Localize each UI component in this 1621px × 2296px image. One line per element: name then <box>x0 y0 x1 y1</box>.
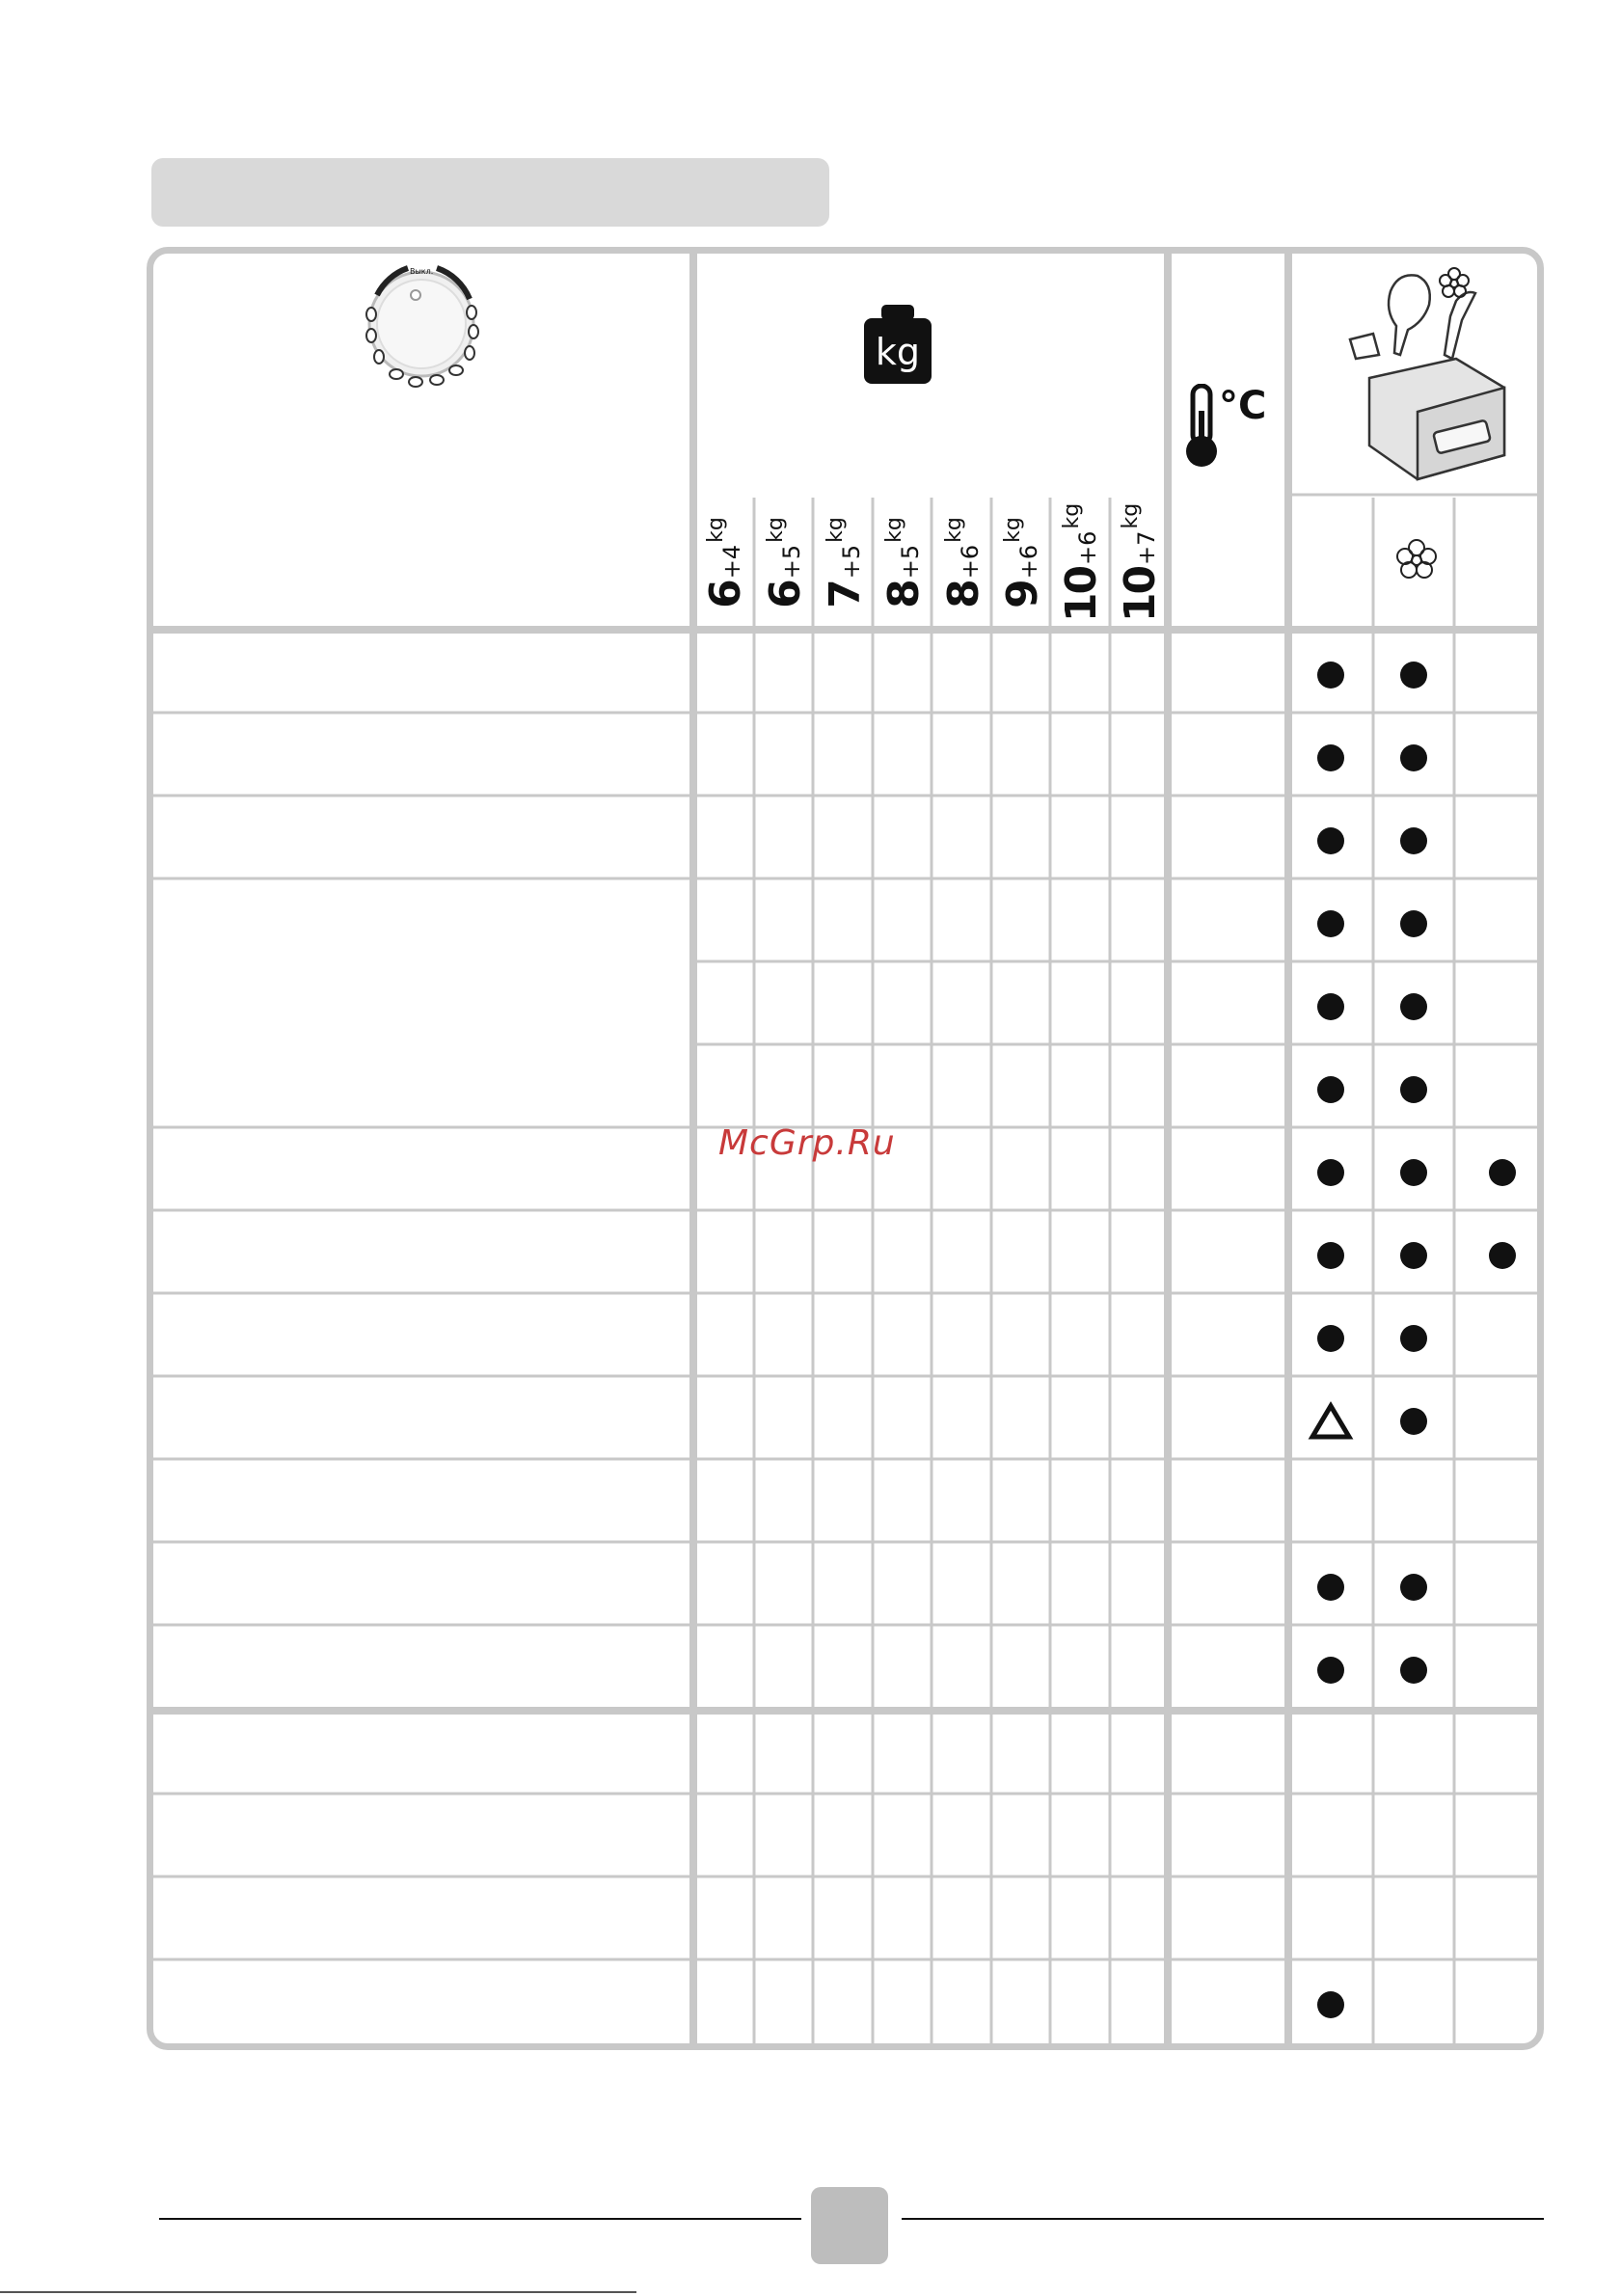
footer-rule-left <box>159 2218 801 2220</box>
capacity-label-4 <box>877 500 932 625</box>
thermometer-icon <box>1186 384 1273 471</box>
capacity-unit: kg <box>764 516 789 543</box>
capacity-unit: kg <box>704 516 729 543</box>
capacity-dry: +4 <box>718 544 746 579</box>
marker-dot <box>1317 1159 1344 1186</box>
capacity-label-5 <box>935 500 991 625</box>
detergent-drawer-icon <box>1340 262 1524 484</box>
capacity-label-3 <box>817 500 873 625</box>
capacity-wash: 8 <box>938 580 988 608</box>
capacity-label-1 <box>697 500 754 625</box>
capacity-dry: +6 <box>1015 544 1043 579</box>
capacity-wash: 6 <box>701 580 751 608</box>
capacity-label-8 <box>1114 500 1168 625</box>
capacity-wash: 10 <box>1057 566 1107 622</box>
capacity-unit: kg <box>882 516 907 543</box>
marker-dot <box>1400 1574 1427 1601</box>
softener-flower-icon <box>1394 538 1439 582</box>
capacity-dry: +5 <box>897 544 925 579</box>
marker-dot <box>1317 993 1344 1020</box>
watermark: McGrp.Ru <box>718 1123 896 1163</box>
marker-dot <box>1400 1325 1427 1352</box>
marker-dot <box>1317 744 1344 771</box>
capacity-dry: +7 <box>1133 530 1161 565</box>
temperature-label: °C <box>1219 384 1267 428</box>
marker-dot <box>1400 662 1427 689</box>
marker-dot <box>1400 1657 1427 1684</box>
marker-dot <box>1400 910 1427 937</box>
capacity-unit: kg <box>1001 516 1026 543</box>
marker-dot <box>1317 1076 1344 1103</box>
marker-dot <box>1317 662 1344 689</box>
marker-dot <box>1317 827 1344 854</box>
marker-dot <box>1317 910 1344 937</box>
marker-dot <box>1400 1242 1427 1269</box>
capacity-unit: kg <box>1060 502 1085 529</box>
marker-dot <box>1317 1325 1344 1352</box>
marker-dot <box>1400 1408 1427 1435</box>
marker-triangle <box>1307 1400 1355 1443</box>
marker-dot <box>1317 1574 1344 1601</box>
capacity-dry: +5 <box>778 544 806 579</box>
programme-dial-icon <box>350 257 493 399</box>
capacity-unit: kg <box>1119 502 1144 529</box>
capacity-wash: 6 <box>761 580 811 608</box>
marker-dot <box>1317 1242 1344 1269</box>
capacity-unit: kg <box>823 516 848 543</box>
capacity-unit: kg <box>941 516 966 543</box>
page-number-box <box>811 2187 888 2264</box>
capacity-wash: 8 <box>879 580 930 608</box>
capacity-dry: +6 <box>956 544 984 579</box>
capacity-label-7 <box>1054 500 1110 625</box>
marker-dot <box>1489 1242 1516 1269</box>
capacity-label-2 <box>758 500 813 625</box>
marker-dot <box>1317 1657 1344 1684</box>
marker-dot <box>1317 1991 1344 2018</box>
marker-dot <box>1400 827 1427 854</box>
footer-rule-right <box>902 2218 1544 2220</box>
capacity-dry: +5 <box>837 544 865 579</box>
kg-icon-text: kg <box>875 331 921 373</box>
capacity-wash: 7 <box>820 580 870 608</box>
capacity-wash: 10 <box>1116 566 1166 622</box>
footer-bottom-rule <box>0 2291 636 2293</box>
capacity-dry: +6 <box>1074 530 1102 565</box>
marker-dot <box>1400 744 1427 771</box>
kg-weight-icon <box>864 305 932 384</box>
dial-label: Выкл. <box>410 267 434 276</box>
section-title-bar <box>151 158 829 227</box>
marker-dot <box>1400 1076 1427 1103</box>
marker-dot <box>1489 1159 1516 1186</box>
capacity-wash: 9 <box>998 580 1048 608</box>
capacity-label-6 <box>995 500 1050 625</box>
marker-dot <box>1400 993 1427 1020</box>
marker-dot <box>1400 1159 1427 1186</box>
